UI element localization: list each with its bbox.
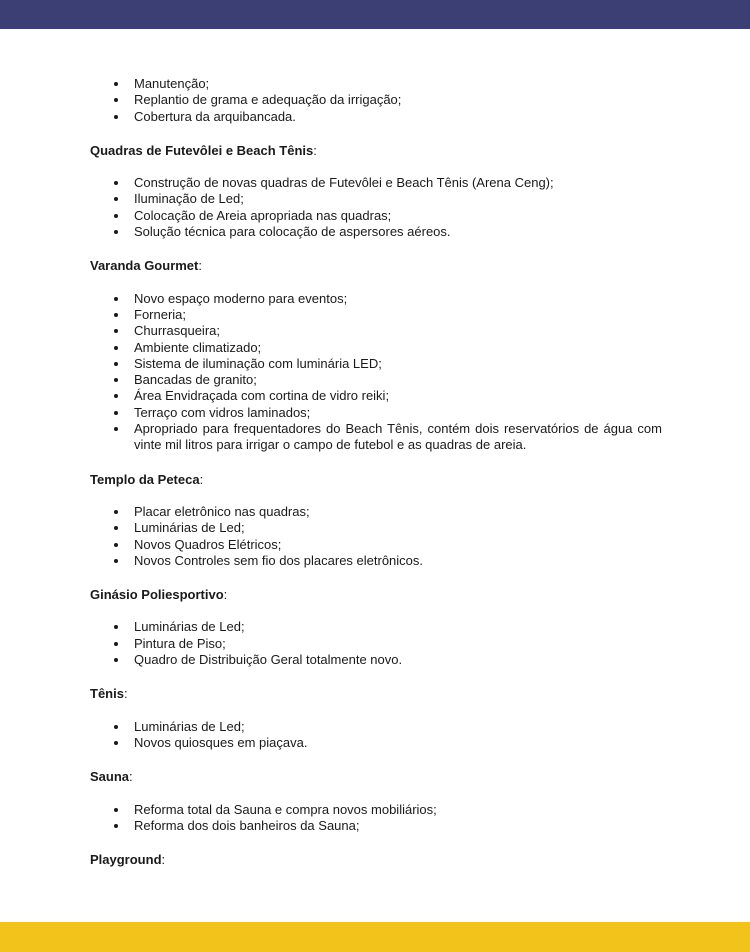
list-item: Apropriado para frequentadores do Beach Tênis, contém dois reservatórios de água com vinte mil litros para irrigar o campo de futebol e as quadras de areia.: [134, 421, 662, 453]
section-title: Quadras de Futevôlei e Beach Tênis: [90, 142, 314, 158]
list-item: Cobertura da arquibancada.: [134, 109, 662, 125]
section-title: Sauna: [90, 769, 130, 785]
section-title: Ginásio Poliesportivo: [90, 587, 224, 603]
list-item: Novos quiosques em piaçava.: [134, 735, 662, 751]
section-heading-quadras: Quadras de Futevôlei e Beach Tênis:: [90, 142, 317, 158]
list-item: Terraço com vidros laminados;: [134, 405, 662, 421]
section-title: Templo da Peteca: [90, 471, 200, 487]
section-heading-varanda: Varanda Gourmet:: [90, 258, 202, 274]
list-item: Iluminação de Led;: [134, 191, 662, 207]
top-color-bar: [0, 0, 750, 29]
section-heading-ginasio: Ginásio Poliesportivo:: [90, 587, 228, 603]
list-item: Novos Controles sem fio dos placares eletrônicos.: [134, 553, 662, 569]
section-heading-playground: Playground:: [90, 852, 166, 868]
section-list-varanda: [90, 291, 662, 454]
section-list-peteca: [90, 504, 662, 569]
section-list-tenis: [90, 719, 662, 752]
intro-list: [90, 76, 662, 125]
section-title: Playground: [90, 852, 162, 868]
list-item: Replantio de grama e adequação da irrigação;: [134, 92, 662, 108]
document-body: [90, 74, 662, 884]
list-item: Pintura de Piso;: [134, 636, 662, 652]
list-item: Placar eletrônico nas quadras;: [134, 504, 662, 520]
section-heading-sauna: Sauna:: [90, 769, 133, 785]
list-item: Luminárias de Led;: [134, 520, 662, 536]
bottom-color-bar: [0, 922, 750, 952]
section-heading-tenis: Tênis:: [90, 686, 128, 702]
list-item: Reforma dos dois banheiros da Sauna;: [134, 818, 662, 834]
list-item: Churrasqueira;: [134, 323, 662, 339]
list-item: Sistema de iluminação com luminária LED;: [134, 356, 662, 372]
list-item: Reforma total da Sauna e compra novos mobiliários;: [134, 802, 662, 818]
section-list-ginasio: [90, 619, 662, 668]
section-title: Varanda Gourmet: [90, 258, 199, 274]
list-item: Forneria;: [134, 307, 662, 323]
list-item: Quadro de Distribuição Geral totalmente novo.: [134, 652, 662, 668]
list-item: Área Envidraçada com cortina de vidro reiki;: [134, 388, 662, 404]
list-item: Colocação de Areia apropriada nas quadras;: [134, 208, 662, 224]
list-item: Solução técnica para colocação de aspersores aéreos.: [134, 224, 662, 240]
list-item: Novos Quadros Elétricos;: [134, 537, 662, 553]
section-list-quadras: [90, 175, 662, 240]
list-item: Ambiente climatizado;: [134, 340, 662, 356]
section-heading-peteca: Templo da Peteca:: [90, 471, 204, 487]
list-item: Luminárias de Led;: [134, 619, 662, 635]
section-title: Tênis: [90, 686, 124, 702]
list-item: Manutenção;: [134, 76, 662, 92]
list-item: Construção de novas quadras de Futevôlei e Beach Tênis (Arena Ceng);: [134, 175, 662, 191]
list-item: Luminárias de Led;: [134, 719, 662, 735]
section-list-sauna: [90, 802, 662, 835]
list-item: Bancadas de granito;: [134, 372, 662, 388]
list-item: Novo espaço moderno para eventos;: [134, 291, 662, 307]
